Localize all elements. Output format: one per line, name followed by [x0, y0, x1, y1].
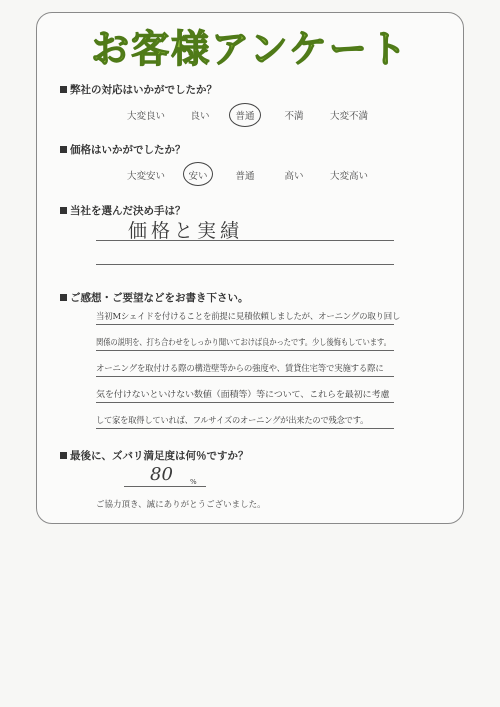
comment-line-4: 気を付けないといけない数値（面積等）等について、これらを最初に考慮 — [96, 390, 390, 400]
q3-answer-line-1 — [96, 240, 394, 241]
q2-option-1[interactable]: 大変安い — [126, 171, 166, 182]
footer-thanks: ご協力頂き、誠にありがとうございました。 — [96, 500, 266, 510]
question-4-label: ご感想・ご要望などをお書き下さい。 — [60, 290, 249, 305]
comment-line-1: 当初Mシェイドを付けることを前提に見積依頼しましたが、オーニングの取り回し — [96, 312, 401, 322]
q1-option-3[interactable]: 普通 — [235, 111, 255, 122]
comment-line-3: オーニングを取付ける際の構造壁等からの強度や、賃貸住宅等で実施する際に — [96, 364, 384, 374]
q2-option-4[interactable]: 高い — [284, 171, 304, 182]
question-3-label: 当社を選んだ決め手は？ — [60, 203, 186, 218]
comment-rule-5 — [96, 428, 394, 429]
question-2-label: 価格はいかがでしたか？ — [60, 142, 186, 157]
q2-selected-circle — [183, 162, 213, 186]
comment-line-5: して家を取得していれば、フルサイズのオーニングが出来たので残念です。 — [96, 416, 369, 426]
q2-option-5[interactable]: 大変高い — [329, 171, 369, 182]
q1-option-5[interactable]: 大変不満 — [329, 111, 369, 122]
q3-answer-line-2 — [96, 264, 394, 265]
q1-option-2[interactable]: 良い — [190, 111, 210, 122]
q3-handwritten-answer: 価格と実績 — [128, 220, 244, 242]
satisfaction-value: 80 — [150, 464, 173, 485]
satisfaction-unit: % — [190, 478, 197, 486]
satisfaction-line — [124, 486, 206, 487]
q2-option-3[interactable]: 普通 — [235, 171, 255, 182]
comment-rule-1 — [96, 324, 394, 325]
q2-option-2[interactable]: 安い — [188, 171, 208, 182]
q1-option-1[interactable]: 大変良い — [126, 111, 166, 122]
comment-rule-3 — [96, 376, 394, 377]
question-5-label: 最後に、ズバリ満足度は何％ですか？ — [60, 448, 249, 463]
comment-line-2: 関係の説明を、打ち合わせをしっかり聞いておけば良かったです。少し後悔もしています。 — [96, 338, 391, 348]
q1-selected-circle — [229, 103, 261, 127]
survey-title: お客様アンケート — [91, 27, 409, 71]
comment-rule-4 — [96, 402, 394, 403]
comment-rule-2 — [96, 350, 394, 351]
question-1-label: 弊社の対応はいかがでしたか？ — [60, 82, 217, 97]
q1-option-4[interactable]: 不満 — [284, 111, 304, 122]
